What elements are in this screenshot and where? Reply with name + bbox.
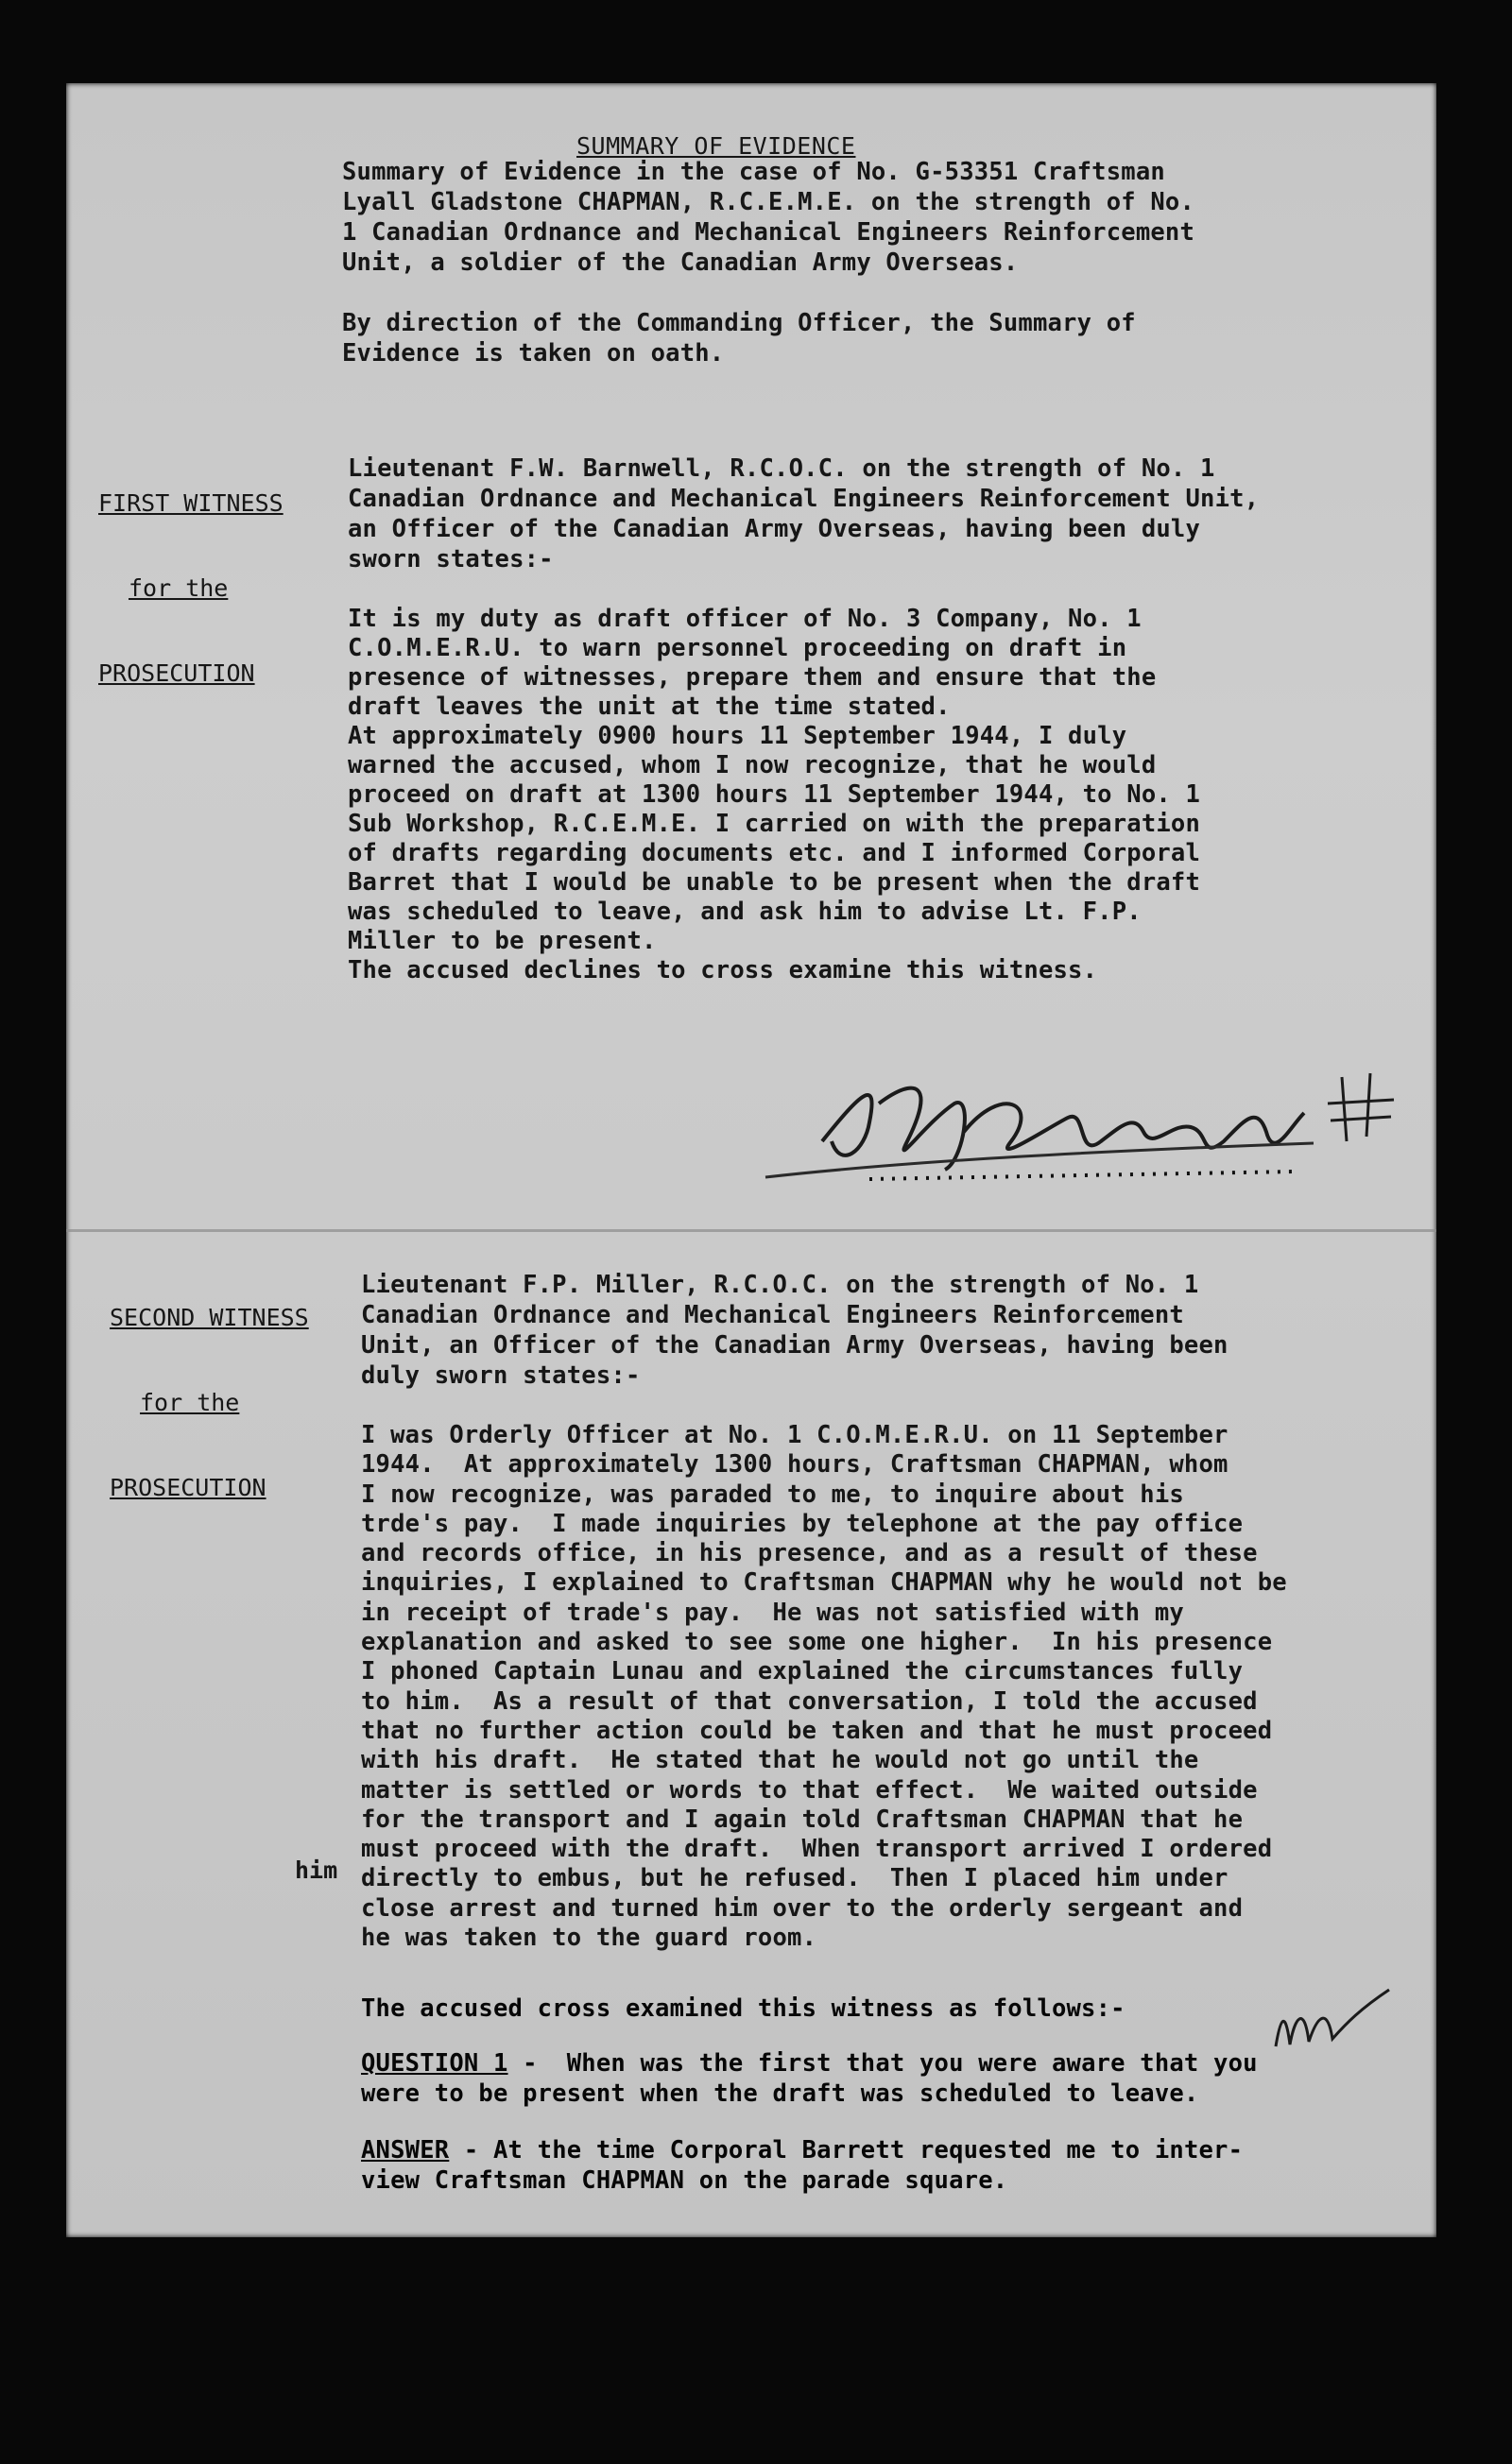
first-witness-testimony: It is my duty as draft officer of No. 3 Company, No. 1 C.O.M.E.R.U. to warn personnel proceeding on draft in presence of witnesses, prepare them and ensure that the draft leaves the unit at the time stated. At approximately 0900 hours 11 September 1944, I duly warned the accused, whom I now recognize, that he would proceed on draft at 1300 hours 11 September 1944, to No. 1 Sub Workshop, R.C.E.M.E. I carried on with the preparation of drafts regarding documents etc. and I informed Corporal Barret that I would be unable to be present when the draft was scheduled to leave, and ask him to advise Lt. F.P. Miller to be present. The accused declines to cross examine this witness.: [348, 605, 1201, 984]
question-1-line1: - When was the first that you were aware that you: [507, 2049, 1258, 2078]
first-witness-label-line1: FIRST WITNESS: [98, 489, 284, 517]
question-1-block: [361, 2048, 1258, 2109]
answer-1-line1: - At the time Corporal Barrett requested me to inter-: [449, 2136, 1244, 2165]
second-witness-label-line1: SECOND WITNESS: [110, 1304, 309, 1331]
first-witness-label-line3: PROSECUTION: [98, 659, 255, 687]
second-witness-testimony: I was Orderly Officer at No. 1 C.O.M.E.R.U. on 11 September 1944. At approximately 1300 hours, Craftsman CHAPMAN, whom I now recognize, was paraded to me, to inquire about his trde's pay. I made inquiries by telephone at the pay office and records office, in his presence, and as a result of these inquiries, I explained to Craftsman CHAPMAN why he would not be in receipt of trade's pay. He was not satisfied with my explanation and asked to see some one higher. In his presence I phoned Captain Lunau and explained the circumstances fully to him. As a result of that conversation, I told the accused that no further action could be taken and that he must proceed with his draft. He stated that he would not go until the matter is settled or words to that effect. We waited outside for the transport and I again told Craftsman CHAPMAN that he must proceed with the draft. When transport arrived I ordered directly to embus, but he refused. Then I placed him under close arrest and turned him over to the orderly sergeant and he was taken to the guard room.: [361, 1421, 1287, 1953]
second-witness-label: [110, 1247, 309, 1559]
handwritten-initials: [1266, 1980, 1399, 2056]
answer-1-text: [361, 2135, 1243, 2196]
intro-paragraph: Summary of Evidence in the case of No. G-53351 Craftsman Lyall Gladstone CHAPMAN, R.C.E.M.E. on the strength of No. 1 Canadian Ordnance and Mechanical Engineers Reinforcement Unit, a soldier of the Canadian Army Overseas.: [342, 158, 1195, 277]
question-1-line2: were to be present when the draft was scheduled to leave.: [361, 2079, 1199, 2108]
answer-1-label: ANSWER: [361, 2136, 450, 2165]
document-page: [66, 83, 1436, 2237]
cross-exam-intro: The accused cross examined this witness as follows:-: [361, 1994, 1125, 2023]
first-witness-intro: Lieutenant F.W. Barnwell, R.C.O.C. on the strength of No. 1 Canadian Ordnance and Mechanical Engineers Reinforcement Unit, an Officer of the Canadian Army Overseas, having been duly sworn states:-: [348, 454, 1260, 573]
second-witness-intro: Lieutenant F.P. Miller, R.C.O.C. on the strength of No. 1 Canadian Ordnance and Mechanical Engineers Reinforcement Unit, an Officer of the Canadian Army Overseas, having been duly sworn states:-: [361, 1271, 1228, 1390]
barnwell-signature: [728, 1037, 1446, 1226]
answer-1-block: [361, 2135, 1243, 2196]
margin-insert: him: [295, 1857, 338, 1884]
answer-1-line2: view Craftsman CHAPMAN on the parade square.: [361, 2166, 1008, 2195]
first-witness-label-line2: for the: [129, 574, 229, 602]
first-witness-label: [98, 433, 284, 744]
second-witness-label-line3: PROSECUTION: [110, 1474, 266, 1501]
question-1-label: QUESTION 1: [361, 2049, 508, 2078]
question-1-text: [361, 2048, 1258, 2109]
second-witness-label-line2: for the: [140, 1389, 240, 1416]
direction-paragraph: By direction of the Commanding Officer, the Summary of Evidence is taken on oath.: [342, 309, 1136, 368]
document-heading: SUMMARY OF EVIDENCE: [576, 132, 856, 160]
page-fold: [66, 1229, 1436, 1232]
